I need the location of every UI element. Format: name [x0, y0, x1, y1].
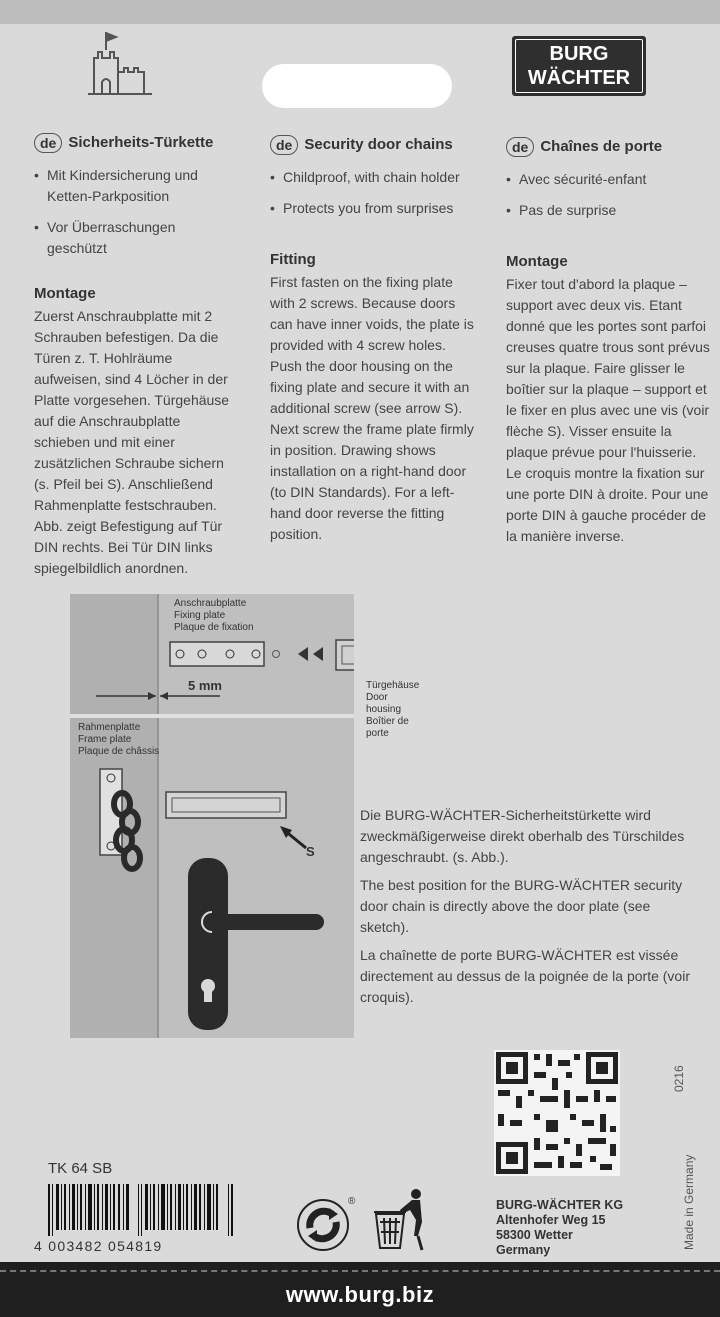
feature-item: • Childproof, with chain holder — [270, 167, 480, 188]
feature-item: • Avec sécurité-enfant — [506, 169, 710, 190]
feature-list — [34, 165, 234, 259]
note-de: Die BURG-WÄCHTER-Sicherheitstürkette wird zweckmäßigerweise direkt oberhalb des Türschildes angeschraubt. (s. Abb.). — [360, 807, 685, 865]
frame-plate-label-fr: Plaque de châssis — [78, 746, 160, 757]
diagram-drawing — [70, 594, 354, 1038]
column-english — [270, 134, 480, 545]
feature-item: • Mit Kindersicherung und Ketten-Parkposition — [34, 165, 234, 207]
section-subheading: Montage — [34, 285, 96, 302]
column-title: Sicherheits-Türkette — [68, 134, 214, 151]
column-german — [34, 132, 234, 579]
brand-logo — [512, 36, 646, 96]
registered-mark: ® — [348, 1196, 356, 1207]
fixing-plate-label-de: Anschraubplatte — [174, 598, 247, 609]
installation-diagram — [70, 594, 420, 1038]
arrow-s-label: S — [306, 844, 315, 859]
note-en: The best position for the BURG-WÄCHTER security door chain is directly above the door plate (see sketch). — [360, 877, 683, 935]
frame-plate-label — [78, 722, 159, 758]
housing-label-de: Türgehäuse — [366, 680, 420, 691]
column-heading — [270, 134, 480, 155]
made-in-label: Made in Germany — [682, 1154, 696, 1250]
ean-number: 4 003482 054819 — [34, 1238, 163, 1254]
address-line: Altenhofer Weg 15 — [496, 1213, 606, 1227]
feature-list — [270, 167, 480, 219]
measure-label: 5 mm — [188, 678, 222, 693]
feature-item: • Vor Überraschungen geschützt — [34, 217, 234, 259]
positioning-notes — [360, 805, 700, 1015]
frame-plate-label-de: Rahmenplatte — [78, 722, 141, 733]
feature-list — [506, 169, 710, 221]
address-line: Germany — [496, 1243, 551, 1257]
housing-label — [366, 680, 419, 740]
barcode — [48, 1184, 234, 1236]
column-title: Chaînes de porte — [540, 138, 663, 155]
column-heading — [506, 136, 710, 157]
column-title: Security door chains — [304, 136, 453, 153]
column-french — [506, 136, 710, 547]
housing-label-fr: Boîtier de porte — [366, 716, 409, 739]
logo-line-1: BURG — [549, 43, 609, 65]
address-line: 58300 Wetter — [496, 1228, 573, 1242]
fixing-plate-label-fr: Plaque de fixation — [174, 622, 254, 633]
fixing-plate-label — [174, 598, 254, 634]
note-fr: La chaînette de porte BURG-WÄCHTER est vissée directement au dessus de la poignée de la porte (voir croquis). — [360, 947, 690, 1005]
frame-plate-label-en: Frame plate — [78, 734, 132, 745]
feature-item: • Pas de surprise — [506, 200, 710, 221]
trash-bin-icon — [372, 1188, 430, 1254]
address-line: BURG-WÄCHTER KG — [496, 1198, 624, 1212]
section-subheading: Montage — [506, 253, 568, 270]
qr-code-icon — [494, 1050, 620, 1176]
section-subheading: Fitting — [270, 251, 316, 268]
website-link[interactable]: www.burg.biz — [285, 1282, 435, 1307]
instructions-text: First fasten on the fixing plate with 2 screws. Because doors can have inner voids, the plate is provided with 4 screw holes. Push the door housing on the fixing plate and secure it with an additional screw (see arrow S). Next screw the frame plate firmly in position. Drawing shows installation on a right-hand door (to DIN Standards). For a left-hand door reverse the fitting position. — [270, 274, 474, 542]
column-heading — [34, 132, 234, 153]
footer-dashed-line — [0, 1270, 720, 1272]
product-code: TK 64 SB — [48, 1160, 113, 1177]
date-code: 0216 — [672, 1065, 686, 1092]
hang-hole — [262, 64, 452, 108]
instructions-text: Zuerst Anschraubplatte mit 2 Schrauben befestigen. Da die Türen z. T. Hohlräume aufweisen, sind 4 Löcher in der Platte vorgesehen. Türgehäuse auf die Anschraubplatte schieben und mit einer zusätzlichen Schraube sichern (s. Pfeil bei S). Anschließend Rahmenplatte festschrauben. Abb. zeigt Befestigung auf Tür DIN rechts. Bei Tür DIN links spiegelbildlich anordnen. — [34, 308, 230, 576]
recycle-icon — [296, 1198, 350, 1252]
feature-item: • Protects you from surprises — [270, 198, 480, 219]
housing-label-en: Door housing — [366, 692, 402, 715]
castle-icon — [84, 30, 154, 98]
fixing-plate-label-en: Fixing plate — [174, 610, 226, 621]
top-band — [0, 0, 720, 24]
instructions-text: Fixer tout d'abord la plaque – support avec deux vis. Etant donné que les portes sont parfoi creuses quatre trous sont prévus sur la plaque. Faire glisser le boîtier sur la plaque – support et le fixer en plus avec une vis (voir flèche S). Visser ensuite la plaque prévue pour l'huisserie. Le croquis montre la fixation sur une porte DIN à droite. Pour une porte DIN à gauche procéder de la manière inverse. — [506, 276, 710, 544]
company-address — [496, 1198, 623, 1258]
language-badge: de — [34, 133, 62, 153]
language-badge: de — [506, 137, 534, 157]
logo-line-2: WÄCHTER — [527, 67, 631, 89]
language-badge: de — [270, 135, 298, 155]
